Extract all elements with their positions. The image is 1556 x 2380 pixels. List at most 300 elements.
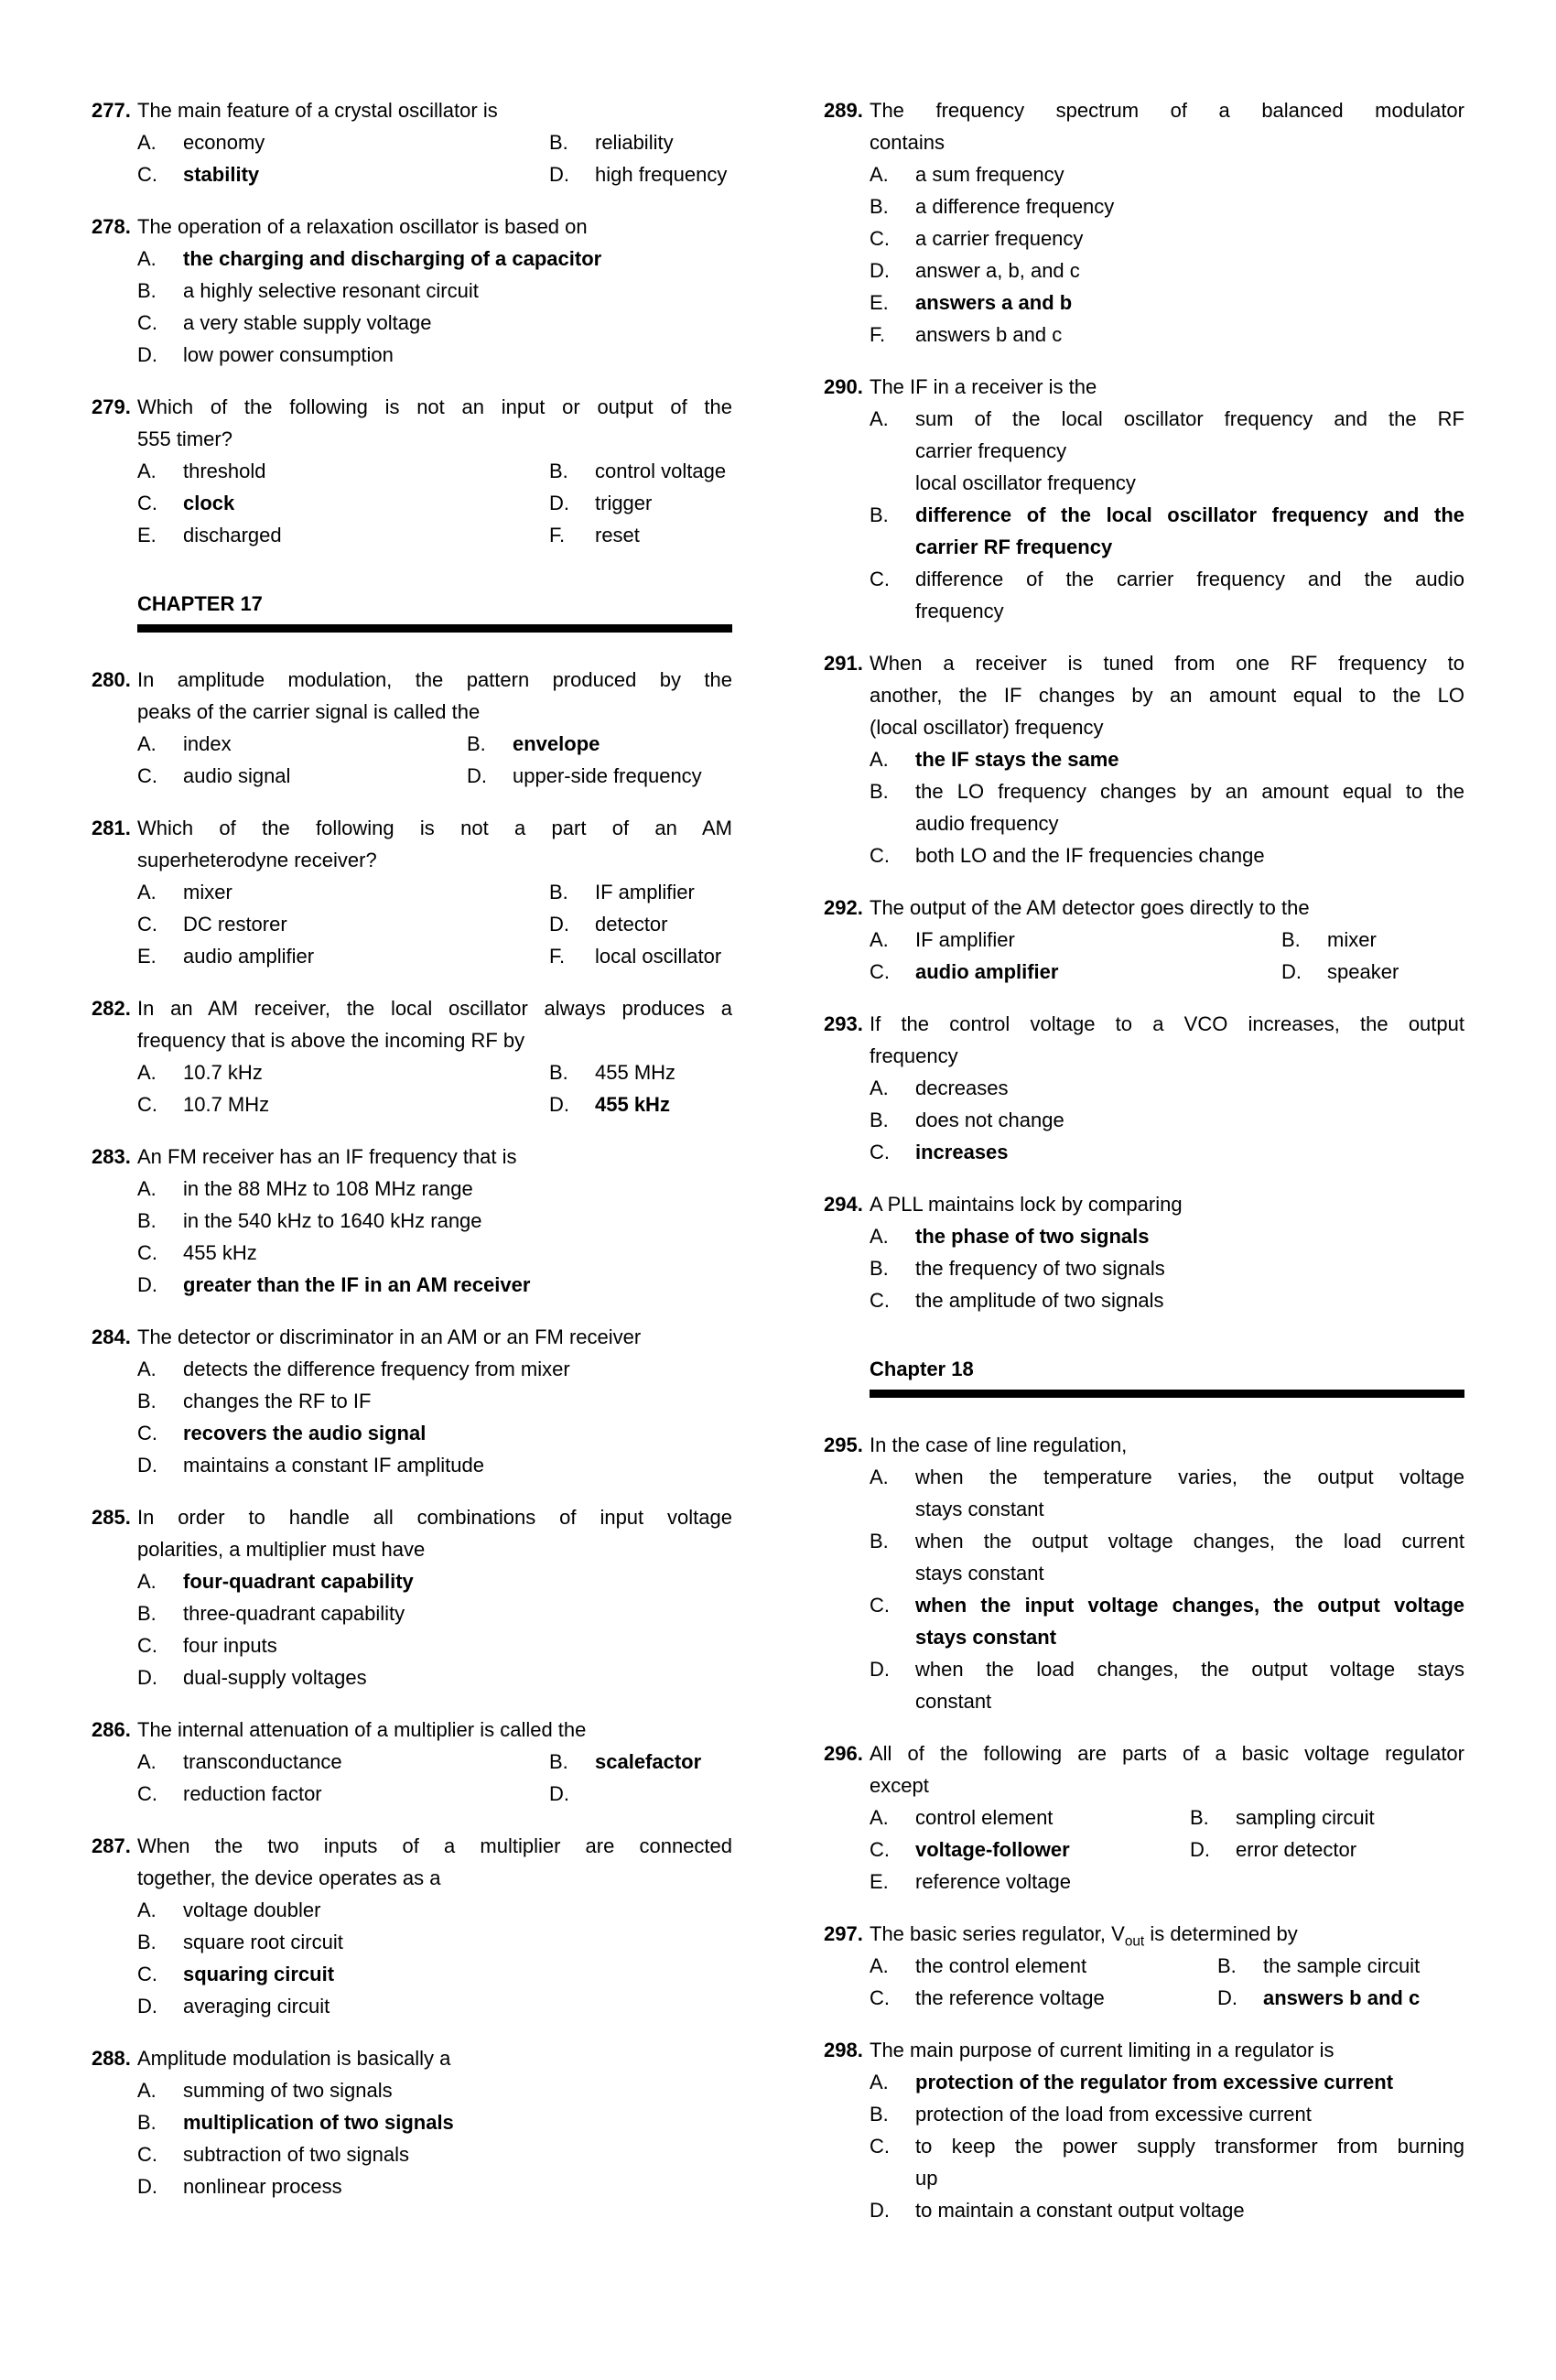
option	[137, 1269, 732, 1301]
question-number: 284.	[92, 1325, 131, 1348]
option-line: a carrier frequency	[915, 227, 1084, 250]
options	[870, 1220, 1464, 1316]
option-line: difference of the carrier frequency and the audio	[915, 568, 1464, 590]
option-row	[870, 2066, 1464, 2098]
option-text	[915, 743, 1464, 775]
option-line: trigger	[595, 492, 653, 514]
option-text	[595, 487, 732, 519]
option-text	[915, 1834, 1190, 1866]
option-label: D.	[549, 1782, 569, 1805]
question-line: The operation of a relaxation oscillator is based on	[137, 215, 588, 238]
option-line: three-quadrant capability	[183, 1602, 405, 1625]
option-label: E.	[137, 524, 157, 546]
option	[137, 876, 549, 908]
option-line: frequency	[915, 600, 1004, 622]
question	[92, 1321, 732, 1481]
option-line: speaker	[1327, 960, 1399, 983]
option-label: B.	[870, 2103, 889, 2126]
option	[870, 1220, 1464, 1252]
question-text	[870, 647, 1464, 743]
option	[137, 1746, 549, 1778]
question-number: 293.	[824, 1012, 863, 1035]
option-label: B.	[1190, 1806, 1209, 1829]
option-row	[137, 126, 732, 158]
option-label: F.	[549, 524, 566, 546]
option-line: answers b and c	[1263, 1986, 1421, 2009]
option	[549, 455, 732, 487]
option	[549, 126, 732, 158]
option-row	[870, 2194, 1464, 2226]
option-label: C.	[870, 568, 890, 590]
option-text	[183, 126, 549, 158]
question-text	[137, 812, 732, 876]
option	[137, 158, 549, 190]
option-text	[915, 2066, 1464, 2098]
question-number: 286.	[92, 1718, 131, 1741]
option-row	[870, 956, 1464, 988]
option-line: control element	[915, 1806, 1054, 1829]
question-text	[137, 1321, 732, 1353]
option	[137, 487, 549, 519]
option-text	[915, 956, 1281, 988]
option-row	[137, 760, 732, 792]
option-line: audio signal	[183, 764, 291, 787]
question-number: 282.	[92, 997, 131, 1020]
option-line: discharged	[183, 524, 282, 546]
question-head	[824, 2034, 1464, 2066]
question-line	[870, 1918, 1464, 1950]
option-label: B.	[137, 2111, 157, 2134]
option-line: protection of the load from excessive current	[915, 2103, 1312, 2126]
option-label: F.	[870, 323, 886, 346]
option	[870, 254, 1464, 287]
option-line: when the output voltage changes, the load current	[915, 1530, 1464, 1552]
option-label: A.	[137, 1750, 157, 1773]
option-row	[870, 2098, 1464, 2130]
option-row	[137, 876, 732, 908]
question-line: peaks of the carrier signal is called the	[137, 700, 481, 723]
option-text	[183, 1449, 732, 1481]
option-text	[915, 319, 1464, 351]
option	[137, 1958, 732, 1990]
option-label: E.	[137, 945, 157, 968]
option	[137, 275, 732, 307]
option	[870, 287, 1464, 319]
options	[870, 1950, 1464, 2014]
option-label: C.	[137, 163, 157, 186]
option-text	[183, 1353, 732, 1385]
option-text	[915, 1866, 1464, 1898]
option-line: in the 540 kHz to 1640 kHz range	[183, 1209, 482, 1232]
option-text	[183, 1990, 732, 2022]
option	[137, 1778, 549, 1810]
option-row	[137, 2170, 732, 2202]
option-row	[870, 563, 1464, 627]
option-text	[595, 1088, 732, 1120]
question-text	[137, 1714, 732, 1746]
question-text	[137, 992, 732, 1056]
option-line: audio amplifier	[183, 945, 315, 968]
option	[1190, 1834, 1464, 1866]
option-row	[137, 1990, 732, 2022]
option-label: A.	[870, 163, 889, 186]
option	[870, 2066, 1464, 2098]
question-text	[870, 371, 1464, 403]
options	[870, 158, 1464, 351]
option-row	[137, 1597, 732, 1629]
question-text	[137, 2042, 732, 2074]
question-text	[870, 892, 1464, 924]
question-text	[870, 1918, 1464, 1950]
option	[137, 126, 549, 158]
question-number: 298.	[824, 2039, 863, 2061]
option-text	[183, 760, 467, 792]
option	[549, 487, 732, 519]
option-label: E.	[870, 291, 889, 314]
question-text	[870, 1737, 1464, 1801]
question-head	[824, 892, 1464, 924]
option-text	[595, 1746, 732, 1778]
option-row	[870, 1950, 1464, 1982]
question-text	[137, 1141, 732, 1173]
option-label: C.	[137, 913, 157, 936]
option-line: threshold	[183, 460, 266, 482]
question	[92, 2042, 732, 2202]
option-line: a difference frequency	[915, 195, 1115, 218]
option-text	[183, 307, 732, 339]
option-line: clock	[183, 492, 235, 514]
option-text	[1263, 1950, 1464, 1982]
option	[137, 1417, 732, 1449]
option-label: D.	[137, 1273, 157, 1296]
option-row	[870, 222, 1464, 254]
question-line: another, the IF changes by an amount equal to the LO	[870, 684, 1464, 707]
option-text	[513, 728, 732, 760]
question-text	[137, 1830, 732, 1894]
question-number: 296.	[824, 1742, 863, 1765]
option-label: C.	[137, 1241, 157, 1264]
question	[92, 211, 732, 371]
question-line: superheterodyne receiver?	[137, 849, 377, 871]
question-number: 283.	[92, 1145, 131, 1168]
option-label: A.	[137, 732, 157, 755]
option-label: A.	[870, 928, 889, 951]
option	[1217, 1982, 1464, 2014]
option	[549, 1088, 732, 1120]
option-row	[137, 1894, 732, 1926]
option	[870, 1589, 1464, 1653]
option-label: C.	[137, 1634, 157, 1657]
option-text	[183, 339, 732, 371]
option	[137, 1205, 732, 1237]
option-label: B.	[137, 1209, 157, 1232]
question-number: 280.	[92, 668, 131, 691]
option-text	[915, 1982, 1217, 2014]
option-line: voltage-follower	[915, 1838, 1070, 1861]
option-label: A.	[870, 1954, 889, 1977]
option-text	[595, 519, 732, 551]
option	[870, 403, 1464, 467]
option-label: A.	[137, 1899, 157, 1921]
option-label: B.	[1217, 1954, 1237, 1977]
option-line: 455 kHz	[183, 1241, 257, 1264]
option-label: C.	[137, 2143, 157, 2166]
option-line: the IF stays the same	[915, 748, 1119, 771]
option-row	[137, 1926, 732, 1958]
option-label: A.	[870, 407, 889, 430]
question-line: The frequency spectrum of a balanced modulator	[870, 99, 1464, 122]
options	[870, 2066, 1464, 2226]
question-text	[137, 94, 732, 126]
option-label: D.	[870, 2199, 890, 2222]
option-line: the phase of two signals	[915, 1225, 1150, 1248]
option-row	[137, 2106, 732, 2138]
option-row	[137, 1173, 732, 1205]
option-text	[183, 940, 549, 972]
option	[870, 563, 1464, 627]
option-text	[915, 2194, 1464, 2226]
option-label: B.	[549, 881, 568, 903]
option	[137, 1385, 732, 1417]
option-line: carrier frequency	[915, 439, 1067, 462]
option-text	[183, 1629, 732, 1661]
option-label: B.	[870, 1530, 889, 1552]
option-row	[137, 1385, 732, 1417]
option	[870, 1072, 1464, 1104]
option-line: when the load changes, the output voltage stays	[915, 1658, 1464, 1681]
option-label: C.	[870, 1141, 890, 1163]
options	[870, 743, 1464, 871]
question	[824, 2034, 1464, 2226]
option-label: C.	[137, 1422, 157, 1444]
option-text	[915, 563, 1464, 627]
option-text	[183, 519, 549, 551]
option-line: 10.7 MHz	[183, 1093, 270, 1116]
option-row	[137, 1661, 732, 1693]
option-label: A.	[870, 1466, 889, 1488]
option-text	[183, 2106, 732, 2138]
option-row	[137, 1629, 732, 1661]
options	[870, 403, 1464, 627]
text-segment: is determined by	[1144, 1922, 1298, 1945]
option-text	[915, 1653, 1464, 1717]
option-text	[915, 1461, 1464, 1525]
option-label: B.	[870, 1109, 889, 1131]
options	[870, 924, 1464, 988]
option	[137, 940, 549, 972]
option-row	[870, 254, 1464, 287]
option-text	[183, 1661, 732, 1693]
option-line: both LO and the IF frequencies change	[915, 844, 1265, 867]
options	[137, 1173, 732, 1301]
option	[549, 158, 732, 190]
question-head	[92, 211, 732, 243]
option-line: in the 88 MHz to 108 MHz range	[183, 1177, 473, 1200]
option-line: increases	[915, 1141, 1009, 1163]
option-text	[183, 1385, 732, 1417]
option-label: D.	[870, 1658, 890, 1681]
option-line: a highly selective resonant circuit	[183, 279, 479, 302]
option	[137, 519, 549, 551]
option	[870, 2098, 1464, 2130]
option-text	[183, 1746, 549, 1778]
option	[1217, 1950, 1464, 1982]
question	[92, 992, 732, 1120]
option-row	[870, 1072, 1464, 1104]
right-column	[824, 94, 1464, 2246]
option-label: A.	[137, 460, 157, 482]
option-text	[183, 1173, 732, 1205]
question-line: The internal attenuation of a multiplier is called the	[137, 1718, 587, 1741]
option-text	[183, 1417, 732, 1449]
question-line: Which of the following is not a part of an AM	[137, 817, 732, 839]
question-head	[92, 992, 732, 1056]
option-line: high frequency	[595, 163, 728, 186]
option-line: multiplication of two signals	[183, 2111, 454, 2134]
option-row	[137, 728, 732, 760]
option-row	[137, 1417, 732, 1449]
option-label: C.	[137, 1963, 157, 1985]
question	[92, 94, 732, 190]
option-line: answers a and b	[915, 291, 1073, 314]
question-text	[870, 1429, 1464, 1461]
option-line: constant	[915, 1690, 992, 1713]
option-label: A.	[137, 247, 157, 270]
option	[870, 499, 1464, 563]
question-head	[824, 94, 1464, 158]
option-text	[1236, 1834, 1464, 1866]
option-label: B.	[137, 279, 157, 302]
option-text	[915, 775, 1464, 839]
option-line: local oscillator frequency	[915, 471, 1136, 494]
chapter-rule	[137, 624, 732, 633]
question-line: A PLL maintains lock by comparing	[870, 1193, 1183, 1216]
option-row	[137, 455, 732, 487]
question-head	[92, 1714, 732, 1746]
option-line: detector	[595, 913, 668, 936]
question	[92, 1714, 732, 1810]
option	[137, 2138, 732, 2170]
option-row	[870, 839, 1464, 871]
option	[870, 2130, 1464, 2194]
option	[870, 1866, 1464, 1898]
option-text	[915, 1950, 1217, 1982]
option-text	[915, 222, 1464, 254]
option-row	[137, 1746, 732, 1778]
option-text	[915, 2130, 1464, 2194]
question-line: 555 timer?	[137, 427, 232, 450]
question	[824, 1737, 1464, 1898]
option-row	[137, 1088, 732, 1120]
option-label: A.	[870, 2071, 889, 2093]
option-line: reference voltage	[915, 1870, 1071, 1893]
question	[92, 1141, 732, 1301]
option-line: subtraction of two signals	[183, 2143, 410, 2166]
option-line: the reference voltage	[915, 1986, 1105, 2009]
option-line: carrier RF frequency	[915, 536, 1113, 558]
option	[1281, 924, 1464, 956]
question-number: 279.	[92, 395, 131, 418]
option-row	[870, 1982, 1464, 2014]
question-head	[824, 371, 1464, 403]
question	[92, 391, 732, 551]
option-line: reduction factor	[183, 1782, 322, 1805]
option-line: the sample circuit	[1263, 1954, 1421, 1977]
option-row	[137, 1778, 732, 1810]
option-label: D.	[137, 1454, 157, 1477]
option-text	[595, 940, 732, 972]
question-text	[870, 94, 1464, 158]
option	[137, 455, 549, 487]
question-line: The output of the AM detector goes directly to the	[870, 896, 1310, 919]
option	[870, 2194, 1464, 2226]
question-line: polarities, a multiplier must have	[137, 1538, 426, 1561]
option-label: B.	[467, 732, 486, 755]
option-label: A.	[137, 881, 157, 903]
options	[137, 2074, 732, 2202]
question-head	[92, 2042, 732, 2074]
chapter-header	[137, 588, 732, 633]
option	[870, 1104, 1464, 1136]
option-row	[870, 924, 1464, 956]
option	[870, 1252, 1464, 1284]
text-segment: out	[1124, 1933, 1145, 1950]
option-line: economy	[183, 131, 265, 154]
option-line: protection of the regulator from excessive current	[915, 2071, 1394, 2093]
question-head	[92, 1501, 732, 1565]
option-text	[183, 1088, 549, 1120]
question-number: 291.	[824, 652, 863, 675]
question-text	[870, 1008, 1464, 1072]
option-label: C.	[137, 311, 157, 334]
question-head	[92, 94, 732, 126]
question-number: 288.	[92, 2047, 131, 2070]
option	[870, 222, 1464, 254]
option-label: C.	[137, 764, 157, 787]
option-label: C.	[870, 1986, 890, 2009]
option-line: 455 MHz	[595, 1061, 676, 1084]
option	[870, 319, 1464, 351]
option-label: A.	[137, 1177, 157, 1200]
option-row	[870, 1866, 1464, 1898]
option-text	[915, 190, 1464, 222]
option-line: changes the RF to IF	[183, 1390, 372, 1412]
option-line: local oscillator	[595, 945, 722, 968]
option	[137, 1449, 732, 1481]
option-line: when the temperature varies, the output voltage	[915, 1466, 1464, 1488]
options	[137, 1894, 732, 2022]
option-line: audio amplifier	[915, 960, 1059, 983]
option-text	[915, 1525, 1464, 1589]
question	[824, 1188, 1464, 1316]
question-line: When a receiver is tuned from one RF frequency to	[870, 652, 1464, 675]
question	[92, 1501, 732, 1693]
option-line: four inputs	[183, 1634, 277, 1657]
question-line: contains	[870, 131, 945, 154]
option-label: F.	[549, 945, 566, 968]
option-label: D.	[549, 913, 569, 936]
chapter-title: Chapter 18	[870, 1358, 974, 1380]
question-line: If the control voltage to a VCO increases, the output	[870, 1012, 1464, 1035]
question-line: The detector or discriminator in an AM or an FM receiver	[137, 1325, 642, 1348]
question-text	[870, 2034, 1464, 2066]
option-text	[183, 1237, 732, 1269]
option-line: voltage doubler	[183, 1899, 321, 1921]
option-text	[915, 839, 1464, 871]
options	[870, 1801, 1464, 1898]
option-row	[137, 1269, 732, 1301]
option-row	[137, 1237, 732, 1269]
